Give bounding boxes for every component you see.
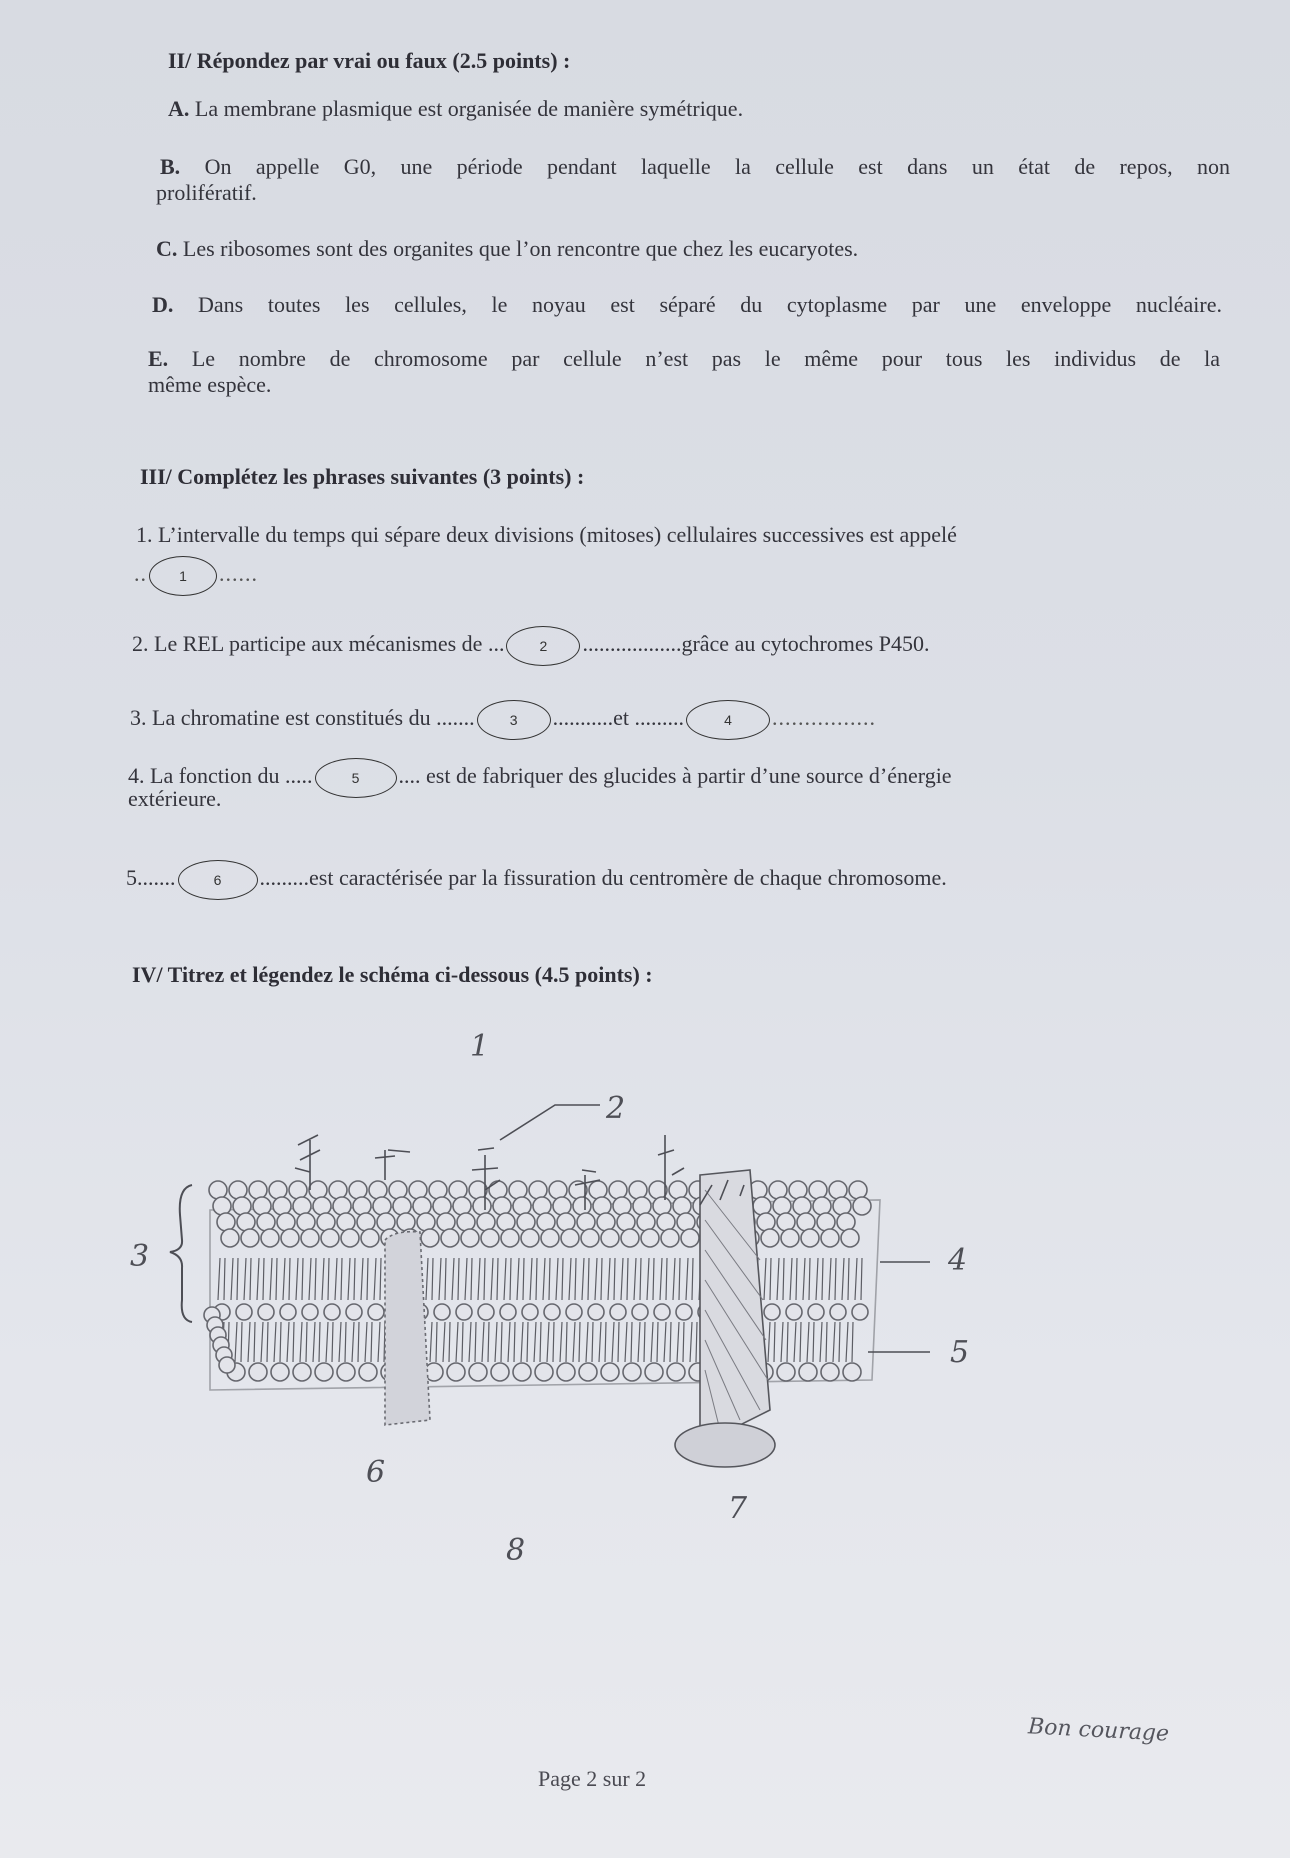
phospholipid-head	[557, 1213, 575, 1231]
phospholipid-head	[241, 1229, 259, 1247]
phospholipid-head	[261, 1229, 279, 1247]
phospholipid-head	[613, 1197, 631, 1215]
phospholipid-tail	[478, 1258, 485, 1300]
phospholipid-head	[257, 1213, 275, 1231]
phospholipid-tail	[647, 1258, 654, 1300]
phospholipid-tail	[313, 1322, 320, 1362]
phospholipid-head	[359, 1363, 377, 1381]
phospholipid-head	[213, 1197, 231, 1215]
phospholipid-head	[681, 1229, 699, 1247]
page-number: Page 2 sur 2	[538, 1766, 647, 1791]
question-c-letter: C.	[156, 236, 178, 261]
phospholipid-head	[481, 1229, 499, 1247]
question-d-text: Dans toutes les cellules, le noyau est séparé du cytoplasme par une enveloppe nucléaire.	[198, 292, 1222, 317]
phospholipid-tail	[816, 1258, 823, 1300]
phospholipid-head	[535, 1363, 553, 1381]
phospholipid-tail	[768, 1322, 775, 1362]
sentence-4-end: .... est de fabriquer des glucides à partir d’une source d’énergie	[398, 763, 952, 789]
question-d	[152, 292, 1222, 318]
phospholipid-head	[478, 1304, 494, 1320]
phospholipid-head	[610, 1304, 626, 1320]
phospholipid-head	[361, 1229, 379, 1247]
section-4-title: IV/ Titrez et légendez le schéma ci-dessous (4.5 points) :	[132, 962, 653, 987]
dots: ......	[219, 561, 258, 587]
phospholipid-head	[621, 1229, 639, 1247]
question-a	[168, 96, 743, 122]
phospholipid-head	[673, 1197, 691, 1215]
dots: ................	[771, 705, 876, 731]
phospholipid-head	[357, 1213, 375, 1231]
phospholipid-head	[509, 1181, 527, 1199]
phospholipid-head	[757, 1213, 775, 1231]
phospholipid-head	[249, 1181, 267, 1199]
phospholipid-head	[573, 1197, 591, 1215]
question-e-text-2: même espèce.	[148, 372, 272, 397]
phospholipid-head	[813, 1197, 831, 1215]
phospholipid-head	[817, 1213, 835, 1231]
question-b-letter: B.	[160, 154, 181, 179]
phospholipid-head	[447, 1363, 465, 1381]
phospholipid-head	[413, 1197, 431, 1215]
phospholipid-head	[297, 1213, 315, 1231]
phospholipid-tail	[244, 1258, 251, 1300]
diagram-label-3: 3	[130, 1239, 150, 1274]
phospholipid-head	[346, 1304, 362, 1320]
phospholipid-head	[341, 1229, 359, 1247]
phospholipid-head	[669, 1181, 687, 1199]
phospholipid-tail	[599, 1322, 606, 1362]
phospholipid-head	[549, 1181, 567, 1199]
phospholipid-tail	[595, 1258, 602, 1300]
phospholipid-tail	[452, 1258, 459, 1300]
question-e-letter: E.	[148, 346, 169, 371]
sentence-2-start: 2. Le REL participe aux mécanismes de ...	[132, 631, 505, 657]
phospholipid-head	[657, 1213, 675, 1231]
phospholipid-tail	[465, 1258, 472, 1300]
phospholipid-tail	[517, 1258, 524, 1300]
sentence-2-end: ..................grâce au cytochromes P450.	[582, 631, 930, 657]
phospholipid-tail	[803, 1258, 810, 1300]
phospholipid-head	[617, 1213, 635, 1231]
phospholipid-tail	[296, 1258, 303, 1300]
phospholipid-head	[219, 1357, 235, 1373]
phospholipid-head	[633, 1197, 651, 1215]
phospholipid-head	[609, 1181, 627, 1199]
phospholipid-head	[581, 1229, 599, 1247]
phospholipid-tail	[855, 1258, 862, 1300]
phospholipid-head	[280, 1304, 296, 1320]
phospholipid-head	[441, 1229, 459, 1247]
phospholipid-head	[577, 1213, 595, 1231]
phospholipid-head	[513, 1363, 531, 1381]
sentence-1-line-2	[134, 556, 258, 596]
phospholipid-head	[493, 1197, 511, 1215]
phospholipid-head	[541, 1229, 559, 1247]
phospholipid-tail	[248, 1322, 255, 1362]
phospholipid-head	[321, 1229, 339, 1247]
phospholipid-head	[489, 1181, 507, 1199]
phospholipid-tail	[677, 1322, 684, 1362]
diagram-label-5: 5	[950, 1335, 970, 1370]
phospholipid-tail	[556, 1258, 563, 1300]
phospholipid-head	[522, 1304, 538, 1320]
phospholipid-tail	[582, 1258, 589, 1300]
phospholipid-head	[629, 1181, 647, 1199]
blank-6-field[interactable]: 6	[178, 860, 258, 900]
sentence-4-line-2: extérieure.	[128, 786, 222, 811]
phospholipid-head	[281, 1229, 299, 1247]
phospholipid-head	[843, 1363, 861, 1381]
phospholipid-head	[809, 1181, 827, 1199]
phospholipid-tail	[322, 1258, 329, 1300]
phospholipid-head	[369, 1181, 387, 1199]
sentence-5	[126, 860, 947, 900]
phospholipid-tail	[456, 1322, 463, 1362]
phospholipid-head	[271, 1363, 289, 1381]
phospholipid-tail	[352, 1322, 359, 1362]
diagram-label-2: 2	[606, 1091, 626, 1126]
phospholipid-tail	[547, 1322, 554, 1362]
phospholipid-head	[377, 1213, 395, 1231]
phospholipid-tail	[777, 1258, 784, 1300]
phospholipid-head	[456, 1304, 472, 1320]
question-e-text-1: Le nombre de chromosome par cellule n’est pas le même pour tous les individus de la	[191, 346, 1221, 371]
phospholipid-tail	[794, 1322, 801, 1362]
phospholipid-head	[249, 1363, 267, 1381]
phospholipid-head	[293, 1197, 311, 1215]
question-a-text: La membrane plasmique est organisée de manière symétrique.	[194, 96, 744, 121]
phospholipid-tail	[257, 1258, 264, 1300]
phospholipid-head	[553, 1197, 571, 1215]
phospholipid-head	[777, 1213, 795, 1231]
phospholipid-head	[645, 1363, 663, 1381]
phospholipid-head	[315, 1363, 333, 1381]
phospholipid-head	[457, 1213, 475, 1231]
phospholipid-head	[781, 1229, 799, 1247]
phospholipid-head	[477, 1213, 495, 1231]
phospholipid-head	[566, 1304, 582, 1320]
phospholipid-tail	[664, 1322, 671, 1362]
phospholipid-head	[233, 1197, 251, 1215]
question-b-text-2: prolifératif.	[156, 180, 257, 205]
phospholipid-head	[561, 1229, 579, 1247]
phospholipid-tail	[686, 1258, 693, 1300]
phospholipid-tail	[430, 1322, 437, 1362]
phospholipid-tail	[807, 1322, 814, 1362]
phospholipid-head	[797, 1213, 815, 1231]
blank-2-field[interactable]: 2	[506, 626, 580, 666]
section-2-title: II/ Répondez par vrai ou faux (2.5 points) :	[168, 48, 571, 73]
phospholipid-tail	[287, 1322, 294, 1362]
phospholipid-tail	[621, 1258, 628, 1300]
dots: ..	[134, 561, 147, 587]
phospholipid-tail	[612, 1322, 619, 1362]
phospholipid-tail	[790, 1258, 797, 1300]
question-e	[148, 346, 1220, 372]
phospholipid-head	[588, 1304, 604, 1320]
phospholipid-tail	[439, 1258, 446, 1300]
phospholipid-head	[786, 1304, 802, 1320]
phospholipid-head	[676, 1304, 692, 1320]
phospholipid-tail	[504, 1258, 511, 1300]
phospholipid-tail	[829, 1258, 836, 1300]
phospholipid-tail	[833, 1322, 840, 1362]
phospholipid-head	[529, 1181, 547, 1199]
sentence-1-line-1: 1. L’intervalle du temps qui sépare deux divisions (mitoses) cellulaires successives est appelé	[136, 522, 957, 547]
phospholipid-tail	[378, 1322, 385, 1362]
phospholipid-head	[368, 1304, 384, 1320]
phospholipid-head	[841, 1229, 859, 1247]
phospholipid-tail	[543, 1258, 550, 1300]
phospholipid-tail	[820, 1322, 827, 1362]
sentence-4	[128, 758, 952, 798]
diagram-label-6: 6	[366, 1455, 386, 1490]
phospholipid-tail	[270, 1258, 277, 1300]
phospholipid-tail	[348, 1258, 355, 1300]
phospholipid-tail	[634, 1258, 641, 1300]
sentence-2	[132, 626, 929, 666]
phospholipid-head	[513, 1197, 531, 1215]
phospholipid-head	[449, 1181, 467, 1199]
diagram-label-7: 7	[728, 1491, 748, 1526]
phospholipid-head	[789, 1181, 807, 1199]
phospholipid-head	[654, 1304, 670, 1320]
phospholipid-tail	[495, 1322, 502, 1362]
phospholipid-head	[773, 1197, 791, 1215]
phospholipid-head	[793, 1197, 811, 1215]
phospholipid-head	[453, 1197, 471, 1215]
phospholipid-head	[434, 1304, 450, 1320]
phospholipid-head	[501, 1229, 519, 1247]
phospholipid-head	[324, 1304, 340, 1320]
phospholipid-head	[661, 1229, 679, 1247]
phospholipid-tail	[660, 1258, 667, 1300]
closing-note: Bon courage	[1027, 1714, 1170, 1747]
sentence-3-start: 3. La chromatine est constitués du .......	[130, 705, 475, 731]
sentence-4-start: 4. La fonction du .....	[128, 763, 313, 789]
phospholipid-head	[593, 1197, 611, 1215]
phospholipid-head	[293, 1363, 311, 1381]
phospholipid-head	[521, 1229, 539, 1247]
phospholipid-head	[821, 1363, 839, 1381]
question-c-text: Les ribosomes sont des organites que l’on rencontre que chez les eucaryotes.	[182, 236, 859, 261]
phospholipid-head	[849, 1181, 867, 1199]
phospholipid-tail	[335, 1258, 342, 1300]
phospholipid-tail	[469, 1322, 476, 1362]
phospholipid-tail	[586, 1322, 593, 1362]
phospholipid-head	[209, 1181, 227, 1199]
phospholipid-head	[801, 1229, 819, 1247]
phospholipid-tail	[231, 1258, 238, 1300]
phospholipid-head	[409, 1181, 427, 1199]
phospholipid-head	[333, 1197, 351, 1215]
blank-3-field[interactable]: 3	[477, 700, 551, 740]
phospholipid-head	[623, 1363, 641, 1381]
phospholipid-head	[852, 1304, 868, 1320]
phospholipid-head	[461, 1229, 479, 1247]
phospholipid-tail	[534, 1322, 541, 1362]
phospholipid-head	[517, 1213, 535, 1231]
phospholipid-head	[397, 1213, 415, 1231]
phospholipid-head	[337, 1213, 355, 1231]
phospholipid-head	[417, 1213, 435, 1231]
phospholipid-tail	[781, 1322, 788, 1362]
phospholipid-head	[269, 1181, 287, 1199]
phospholipid-tail	[218, 1258, 225, 1300]
phospholipid-head	[273, 1197, 291, 1215]
phospholipid-head	[833, 1197, 851, 1215]
phospholipid-tail	[374, 1258, 381, 1300]
phospholipid-tail	[365, 1322, 372, 1362]
phospholipid-tail	[274, 1322, 281, 1362]
phospholipid-head	[677, 1213, 695, 1231]
phospholipid-tail	[846, 1322, 853, 1362]
phospholipid-head	[799, 1363, 817, 1381]
phospholipid-head	[473, 1197, 491, 1215]
phospholipid-head	[579, 1363, 597, 1381]
phospholipid-head	[221, 1229, 239, 1247]
diagram-label-8: 8	[506, 1533, 526, 1568]
phospholipid-head	[353, 1197, 371, 1215]
phospholipid-head	[533, 1197, 551, 1215]
phospholipid-head	[491, 1363, 509, 1381]
phospholipid-head	[821, 1229, 839, 1247]
phospholipid-head	[557, 1363, 575, 1381]
phospholipid-head	[544, 1304, 560, 1320]
phospholipid-tail	[309, 1258, 316, 1300]
phospholipid-head	[217, 1213, 235, 1231]
phospholipid-tail	[482, 1322, 489, 1362]
phospholipid-tail	[608, 1258, 615, 1300]
phospholipid-tail	[443, 1322, 450, 1362]
question-d-letter: D.	[152, 292, 174, 317]
phospholipid-tail	[283, 1258, 290, 1300]
phospholipid-tail	[339, 1322, 346, 1362]
phospholipid-head	[761, 1229, 779, 1247]
phospholipid-head	[497, 1213, 515, 1231]
phospholipid-tail	[569, 1258, 576, 1300]
phospholipid-head	[317, 1213, 335, 1231]
phospholipid-head	[830, 1304, 846, 1320]
phospholipid-head	[237, 1213, 255, 1231]
phospholipid-head	[589, 1181, 607, 1199]
sentence-3	[130, 700, 876, 740]
phospholipid-head	[853, 1197, 871, 1215]
phospholipid-tail	[573, 1322, 580, 1362]
phospholipid-head	[253, 1197, 271, 1215]
phospholipid-head	[837, 1213, 855, 1231]
phospholipid-head	[597, 1213, 615, 1231]
phospholipid-head	[469, 1363, 487, 1381]
phospholipid-tail	[625, 1322, 632, 1362]
phospholipid-head	[373, 1197, 391, 1215]
phospholipid-head	[764, 1304, 780, 1320]
phospholipid-head	[313, 1197, 331, 1215]
phospholipid-head	[309, 1181, 327, 1199]
phospholipid-head	[421, 1229, 439, 1247]
phospholipid-tail	[842, 1258, 849, 1300]
phospholipid-head	[349, 1181, 367, 1199]
phospholipid-head	[437, 1213, 455, 1231]
sentence-5-end: .........est caractérisée par la fissuration du centromère de chaque chromosome.	[259, 865, 947, 891]
phospholipid-head	[808, 1304, 824, 1320]
phospholipid-head	[667, 1363, 685, 1381]
phospholipid-head	[433, 1197, 451, 1215]
phospholipid-head	[229, 1181, 247, 1199]
phospholipid-head	[500, 1304, 516, 1320]
phospholipid-head	[389, 1181, 407, 1199]
phospholipid-head	[653, 1197, 671, 1215]
phospholipid-tail	[508, 1322, 515, 1362]
sentence-3-middle: ...........et .........	[552, 705, 684, 731]
phospholipid-head	[393, 1197, 411, 1215]
phospholipid-head	[537, 1213, 555, 1231]
membrane-diagram	[0, 1000, 1290, 1620]
phospholipid-tail	[235, 1322, 242, 1362]
phospholipid-tail	[560, 1322, 567, 1362]
phospholipid-head	[236, 1304, 252, 1320]
phospholipid-head	[302, 1304, 318, 1320]
phospholipid-head	[289, 1181, 307, 1199]
phospholipid-tail	[426, 1258, 433, 1300]
blank-4-field[interactable]: 4	[686, 700, 770, 740]
phospholipid-tail	[651, 1322, 658, 1362]
phospholipid-head	[337, 1363, 355, 1381]
phospholipid-tail	[764, 1258, 771, 1300]
phospholipid-head	[301, 1229, 319, 1247]
question-c	[156, 236, 858, 262]
phospholipid-head	[429, 1181, 447, 1199]
phospholipid-head	[601, 1229, 619, 1247]
phospholipid-tail	[361, 1258, 368, 1300]
phospholipid-tail	[326, 1322, 333, 1362]
diagram-label-4: 4	[948, 1243, 968, 1278]
phospholipid-tail	[530, 1258, 537, 1300]
phospholipid-head	[829, 1181, 847, 1199]
blank-1-field[interactable]: 1	[149, 556, 217, 596]
phospholipid-head	[753, 1197, 771, 1215]
phospholipid-head	[641, 1229, 659, 1247]
blank-5-field[interactable]: 5	[315, 758, 397, 798]
phospholipid-tail	[261, 1322, 268, 1362]
phospholipid-tail	[673, 1258, 680, 1300]
question-b-text-1: On appelle G0, une période pendant laquelle la cellule est dans un état de repos, non	[204, 154, 1231, 179]
sentence-5-start: 5.......	[126, 865, 176, 891]
phospholipid-head	[632, 1304, 648, 1320]
question-a-letter: A.	[168, 96, 190, 121]
phospholipid-head	[258, 1304, 274, 1320]
phospholipid-head	[777, 1363, 795, 1381]
phospholipid-head	[637, 1213, 655, 1231]
phospholipid-tail	[521, 1322, 528, 1362]
phospholipid-tail	[300, 1322, 307, 1362]
phospholipid-tail	[491, 1258, 498, 1300]
question-b	[160, 154, 1230, 180]
phospholipid-head	[769, 1181, 787, 1199]
phospholipid-tail	[690, 1322, 697, 1362]
diagram-label-1: 1	[470, 1029, 490, 1064]
section-3-title: III/ Complétez les phrases suivantes (3 points) :	[140, 464, 585, 489]
phospholipid-head	[601, 1363, 619, 1381]
phospholipid-tail	[638, 1322, 645, 1362]
phospholipid-head	[277, 1213, 295, 1231]
phospholipid-head	[329, 1181, 347, 1199]
